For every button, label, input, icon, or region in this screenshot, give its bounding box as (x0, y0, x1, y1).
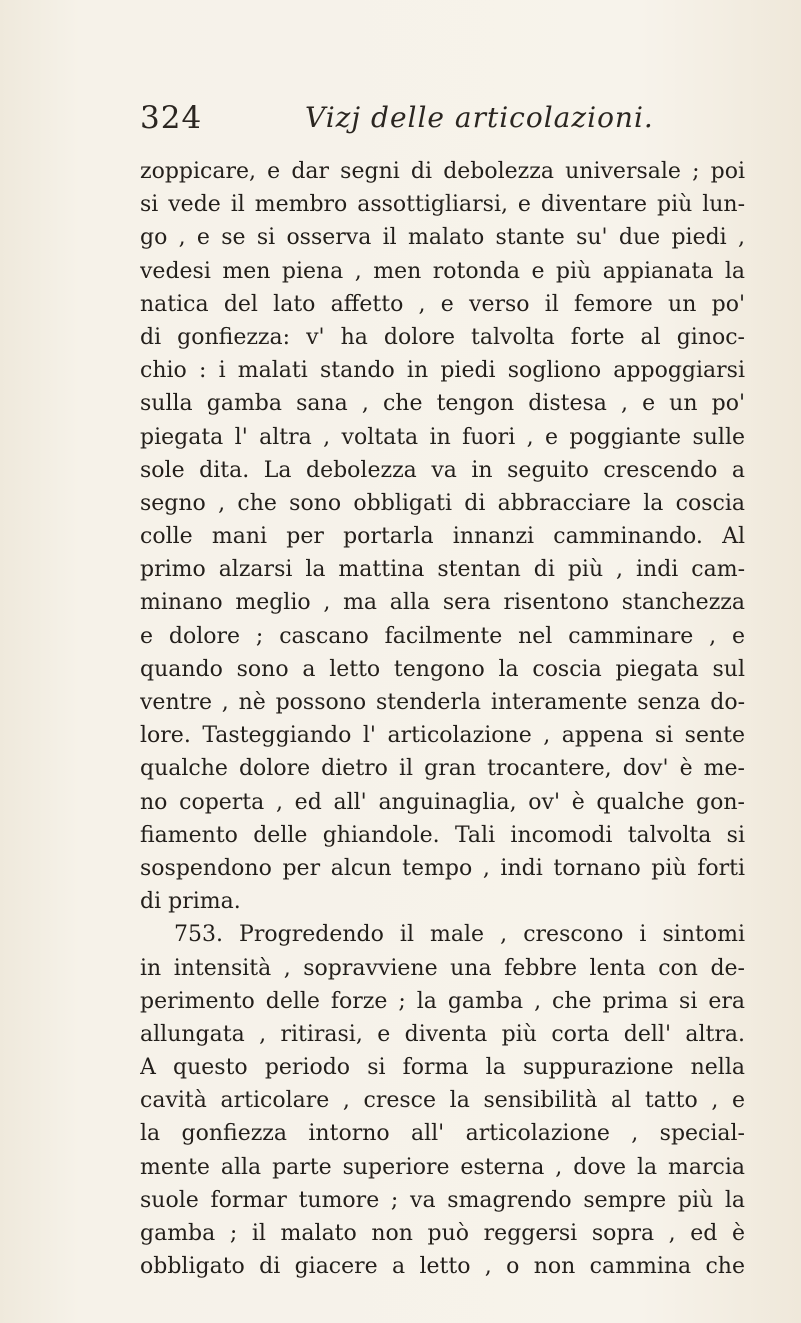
text-line: di prima. (140, 889, 241, 915)
text-line: chio : i malati stando in piedi sogliono appoggiarsi (140, 358, 745, 384)
text-line: gamba ; il malato non può reggersi sopra , ed è (140, 1221, 745, 1246)
text-line: fiamento delle ghiandole. Tali incomodi talvolta si (140, 822, 745, 848)
text-line: allungata , ritirasi, e diventa più corta dell' altra. (140, 1021, 745, 1047)
text-line: sospendono per alcun tempo , indi tornano più forti (140, 855, 745, 881)
text-line: zoppicare, e dar segni di debolezza universale ; poi (140, 159, 745, 184)
text-line: qualche dolore dietro il gran trocantere, dov' è me- (140, 756, 745, 782)
text-line: la gonfiezza intorno all' articolazione , special- (140, 1121, 745, 1147)
text-line: si vede il membro assottigliarsi, e diventare più lun- (140, 192, 745, 218)
text-line: cavità articolare , cresce la sensibilità al tatto , e (140, 1088, 745, 1114)
text-line: A questo periodo si forma la suppurazione nella (140, 1055, 745, 1081)
text-line: suole formar tumore ; va smagrendo sempre più la (140, 1187, 745, 1213)
text-line: sole dita. La debolezza va in seguito crescendo a (140, 457, 745, 483)
text-line: go , e se si osserva il malato stante su' due piedi , (140, 225, 745, 251)
text-line: ventre , nè possono stenderla interamente senza do- (140, 690, 745, 715)
text-line: e dolore ; cascano facilmente nel camminare , e (140, 623, 745, 649)
text-line: quando sono a letto tengono la coscia piegata sul (140, 656, 745, 682)
text-line: perimento delle forze ; la gamba , che prima si era (140, 988, 745, 1014)
text-line: segno , che sono obbligati di abbracciare la coscia (140, 490, 745, 516)
text-line: di gonfiezza: v' ha dolore talvolta forte al ginoc- (140, 324, 745, 350)
text-line: sulla gamba sana , che tengon distesa , e un po' (140, 391, 745, 417)
text-line: vedesi men piena , men rotonda e più appianata la (140, 258, 745, 284)
text-line: obbligato di giacere a letto , o non cammina che (140, 1254, 745, 1280)
text-line: piegata l' altra , voltata in fuori , e poggiante sulle (140, 424, 745, 450)
body-text (140, 155, 745, 1283)
text-line: in intensità , sopravviene una febbre lenta con de- (140, 955, 745, 981)
paragraph-start-line: 753. Progredendo il male , crescono i sintomi (174, 922, 745, 948)
running-title: Vizj delle articolazioni. (305, 101, 654, 134)
page-number: 324 (140, 100, 203, 136)
page-header (140, 100, 740, 150)
text-line: primo alzarsi la mattina stentan di più , indi cam- (140, 557, 745, 583)
text-line: lore. Tasteggiando l' articolazione , appena si sente (140, 723, 745, 749)
text-line: mente alla parte superiore esterna , dove la marcia (140, 1154, 745, 1180)
text-line: minano meglio , ma alla sera risentono stanchezza (140, 590, 745, 616)
text-line: natica del lato affetto , e verso il femore un po' (140, 291, 745, 317)
text-line: no coperta , ed all' anguinaglia, ov' è qualche gon- (140, 789, 745, 815)
text-line: colle mani per portarla innanzi camminando. Al (140, 524, 745, 550)
